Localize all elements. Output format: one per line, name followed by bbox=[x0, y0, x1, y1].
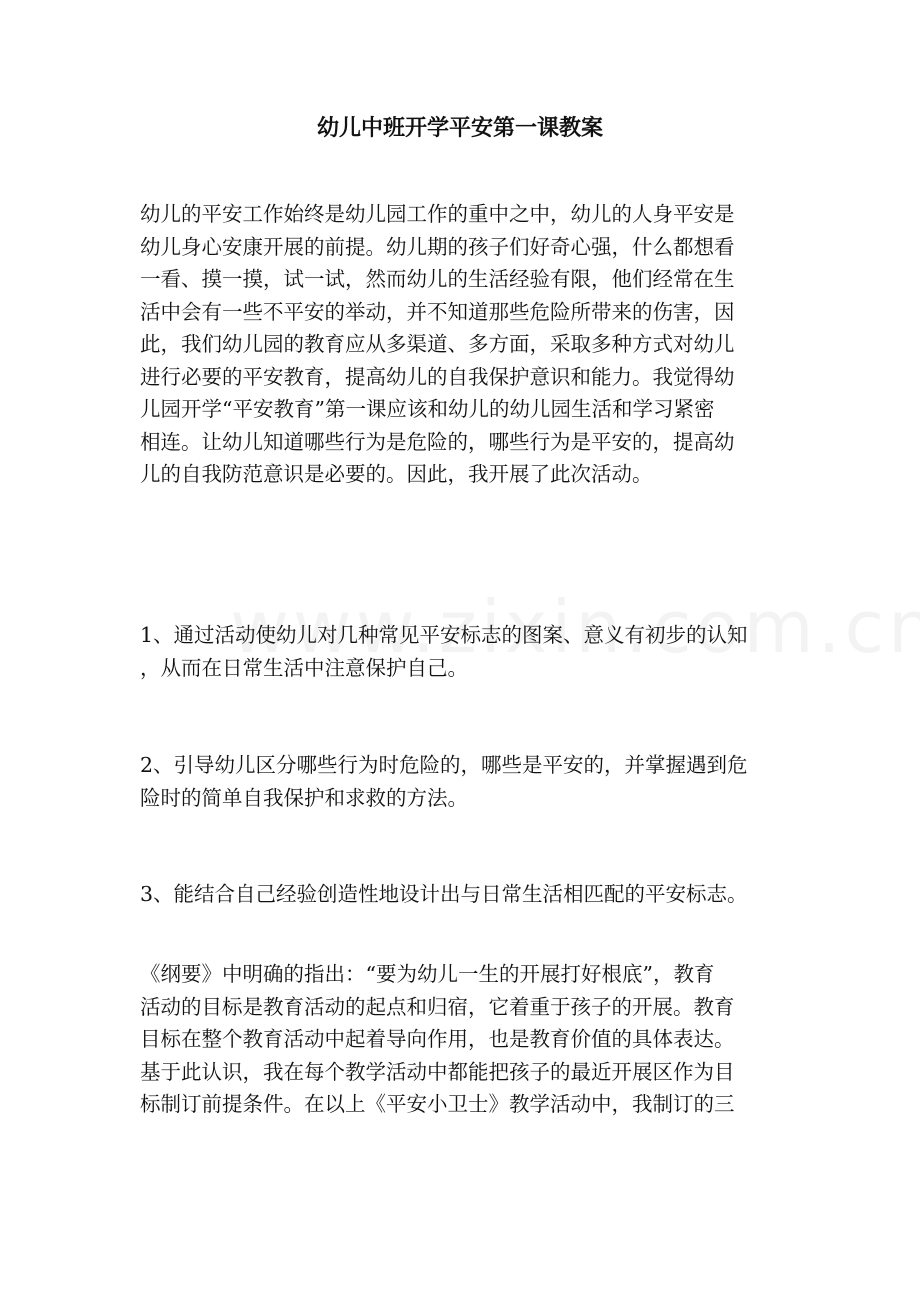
text-line: 1、通过活动使幼儿对几种常见平安标志的图案、意义有初步的认知 bbox=[140, 623, 748, 647]
text-line: 活中会有一些不平安的举动，并不知道那些危险所带来的伤害，因 bbox=[140, 299, 735, 324]
paragraph-goal-2 bbox=[140, 749, 782, 814]
paragraph-intro bbox=[140, 198, 782, 491]
text-line: 幼儿身心安康开展的前提。幼儿期的孩子们好奇心强，什么都想看 bbox=[140, 234, 735, 259]
text-line: 3、能结合自己经验创造性地设计出与日常生活相匹配的平安标志。 bbox=[140, 882, 748, 906]
text-line: 进行必要的平安教育，提高幼儿的自我保护意识和能力。我觉得幼 bbox=[140, 364, 735, 389]
paragraph-outline bbox=[140, 958, 782, 1121]
text-line: 幼儿的平安工作始终是幼儿园工作的重中之中，幼儿的人身平安是 bbox=[140, 202, 735, 226]
text-line: 一看、摸一摸，试一试，然而幼儿的生活经验有限，他们经常在生 bbox=[140, 267, 735, 291]
text-line: 2、引导幼儿区分哪些行为时危险的，哪些是平安的，并掌握遇到危 bbox=[140, 753, 748, 777]
text-line: 此，我们幼儿园的教育应从多渠道、多方面，采取多种方式对幼儿 bbox=[140, 332, 735, 356]
document-title: 幼儿中班开学平安第一课教案 bbox=[316, 116, 603, 141]
text-line: 相连。让幼儿知道哪些行为是危险的，哪些行为是平安的，提高幼 bbox=[140, 429, 735, 454]
paragraph-goal-3 bbox=[140, 878, 782, 911]
text-line: 儿的自我防范意识是必要的。因此，我开展了此次活动。 bbox=[140, 462, 653, 486]
text-line: 基于此认识，我在每个教学活动中都能把孩子的最近开展区作为目 bbox=[140, 1059, 735, 1084]
text-line: 《纲要》中明确的指出：“要为幼儿一生的开展打好根底”，教育 bbox=[140, 962, 715, 986]
text-line: 标制订前提条件。在以上《平安小卫士》教学活动中，我制订的三 bbox=[140, 1092, 735, 1116]
text-line: 目标在整个教育活动中起着导向作用，也是教育价值的具体表达。 bbox=[140, 1027, 735, 1051]
text-line: 儿园开学“平安教育”第一课应该和幼儿的幼儿园生活和学习紧密 bbox=[140, 397, 715, 421]
text-line: 险时的简单自我保护和求救的方法。 bbox=[140, 785, 468, 810]
text-line: ，从而在日常生活中注意保护自己。 bbox=[140, 655, 468, 680]
text-line: 活动的目标是教育活动的起点和归宿，它着重于孩子的开展。教育 bbox=[140, 994, 735, 1019]
paragraph-goal-1 bbox=[140, 619, 782, 684]
